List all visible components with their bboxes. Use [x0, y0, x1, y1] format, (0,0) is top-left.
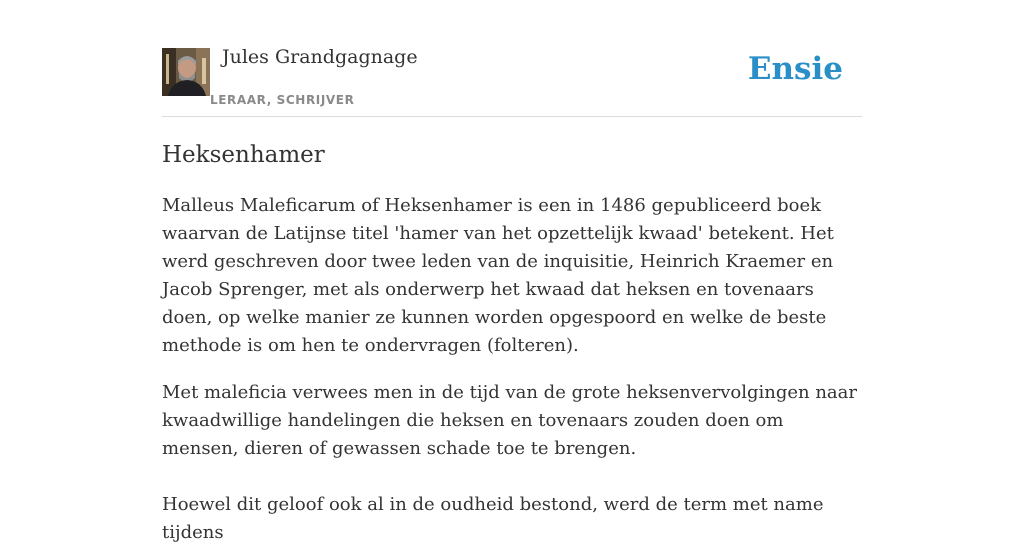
article-title: Heksenhamer	[162, 142, 325, 168]
author-name[interactable]: Jules Grandgagnage	[222, 46, 418, 68]
author-header	[162, 46, 862, 117]
author-role: LERAAR, SCHRIJVER	[210, 93, 355, 107]
article	[162, 140, 862, 547]
ensie-logo-link[interactable]: Ensie	[747, 51, 843, 87]
article-paragraph: Hoewel dit geloof ook al in de oudheid bestond, werd de term met name tijdens	[162, 494, 824, 543]
author-photo-icon	[162, 48, 210, 96]
article-paragraph: Malleus Maleficarum of Heksenhamer is een in 1486 gepubliceerd boek waarvan de Latijnse titel 'hamer van het opzettelijk kwaad' betekent. Het werd geschreven door twee leden van de inquisitie, Heinrich Kraemer en Jacob Sprenger, met als onderwerp het kwaad dat heksen en tovenaars doen, op welke manier ze kunnen worden opgespoord en welke de beste methode is om hen te ondervragen (folteren).	[162, 195, 834, 356]
author-avatar[interactable]	[162, 48, 210, 96]
article-paragraph: Met maleficia verwees men in de tijd van de grote heksenvervolgingen naar kwaadwillige handelingen die heksen en tovenaars zouden doen om mensen, dieren of gewassen schade toe te brengen.	[162, 382, 857, 459]
